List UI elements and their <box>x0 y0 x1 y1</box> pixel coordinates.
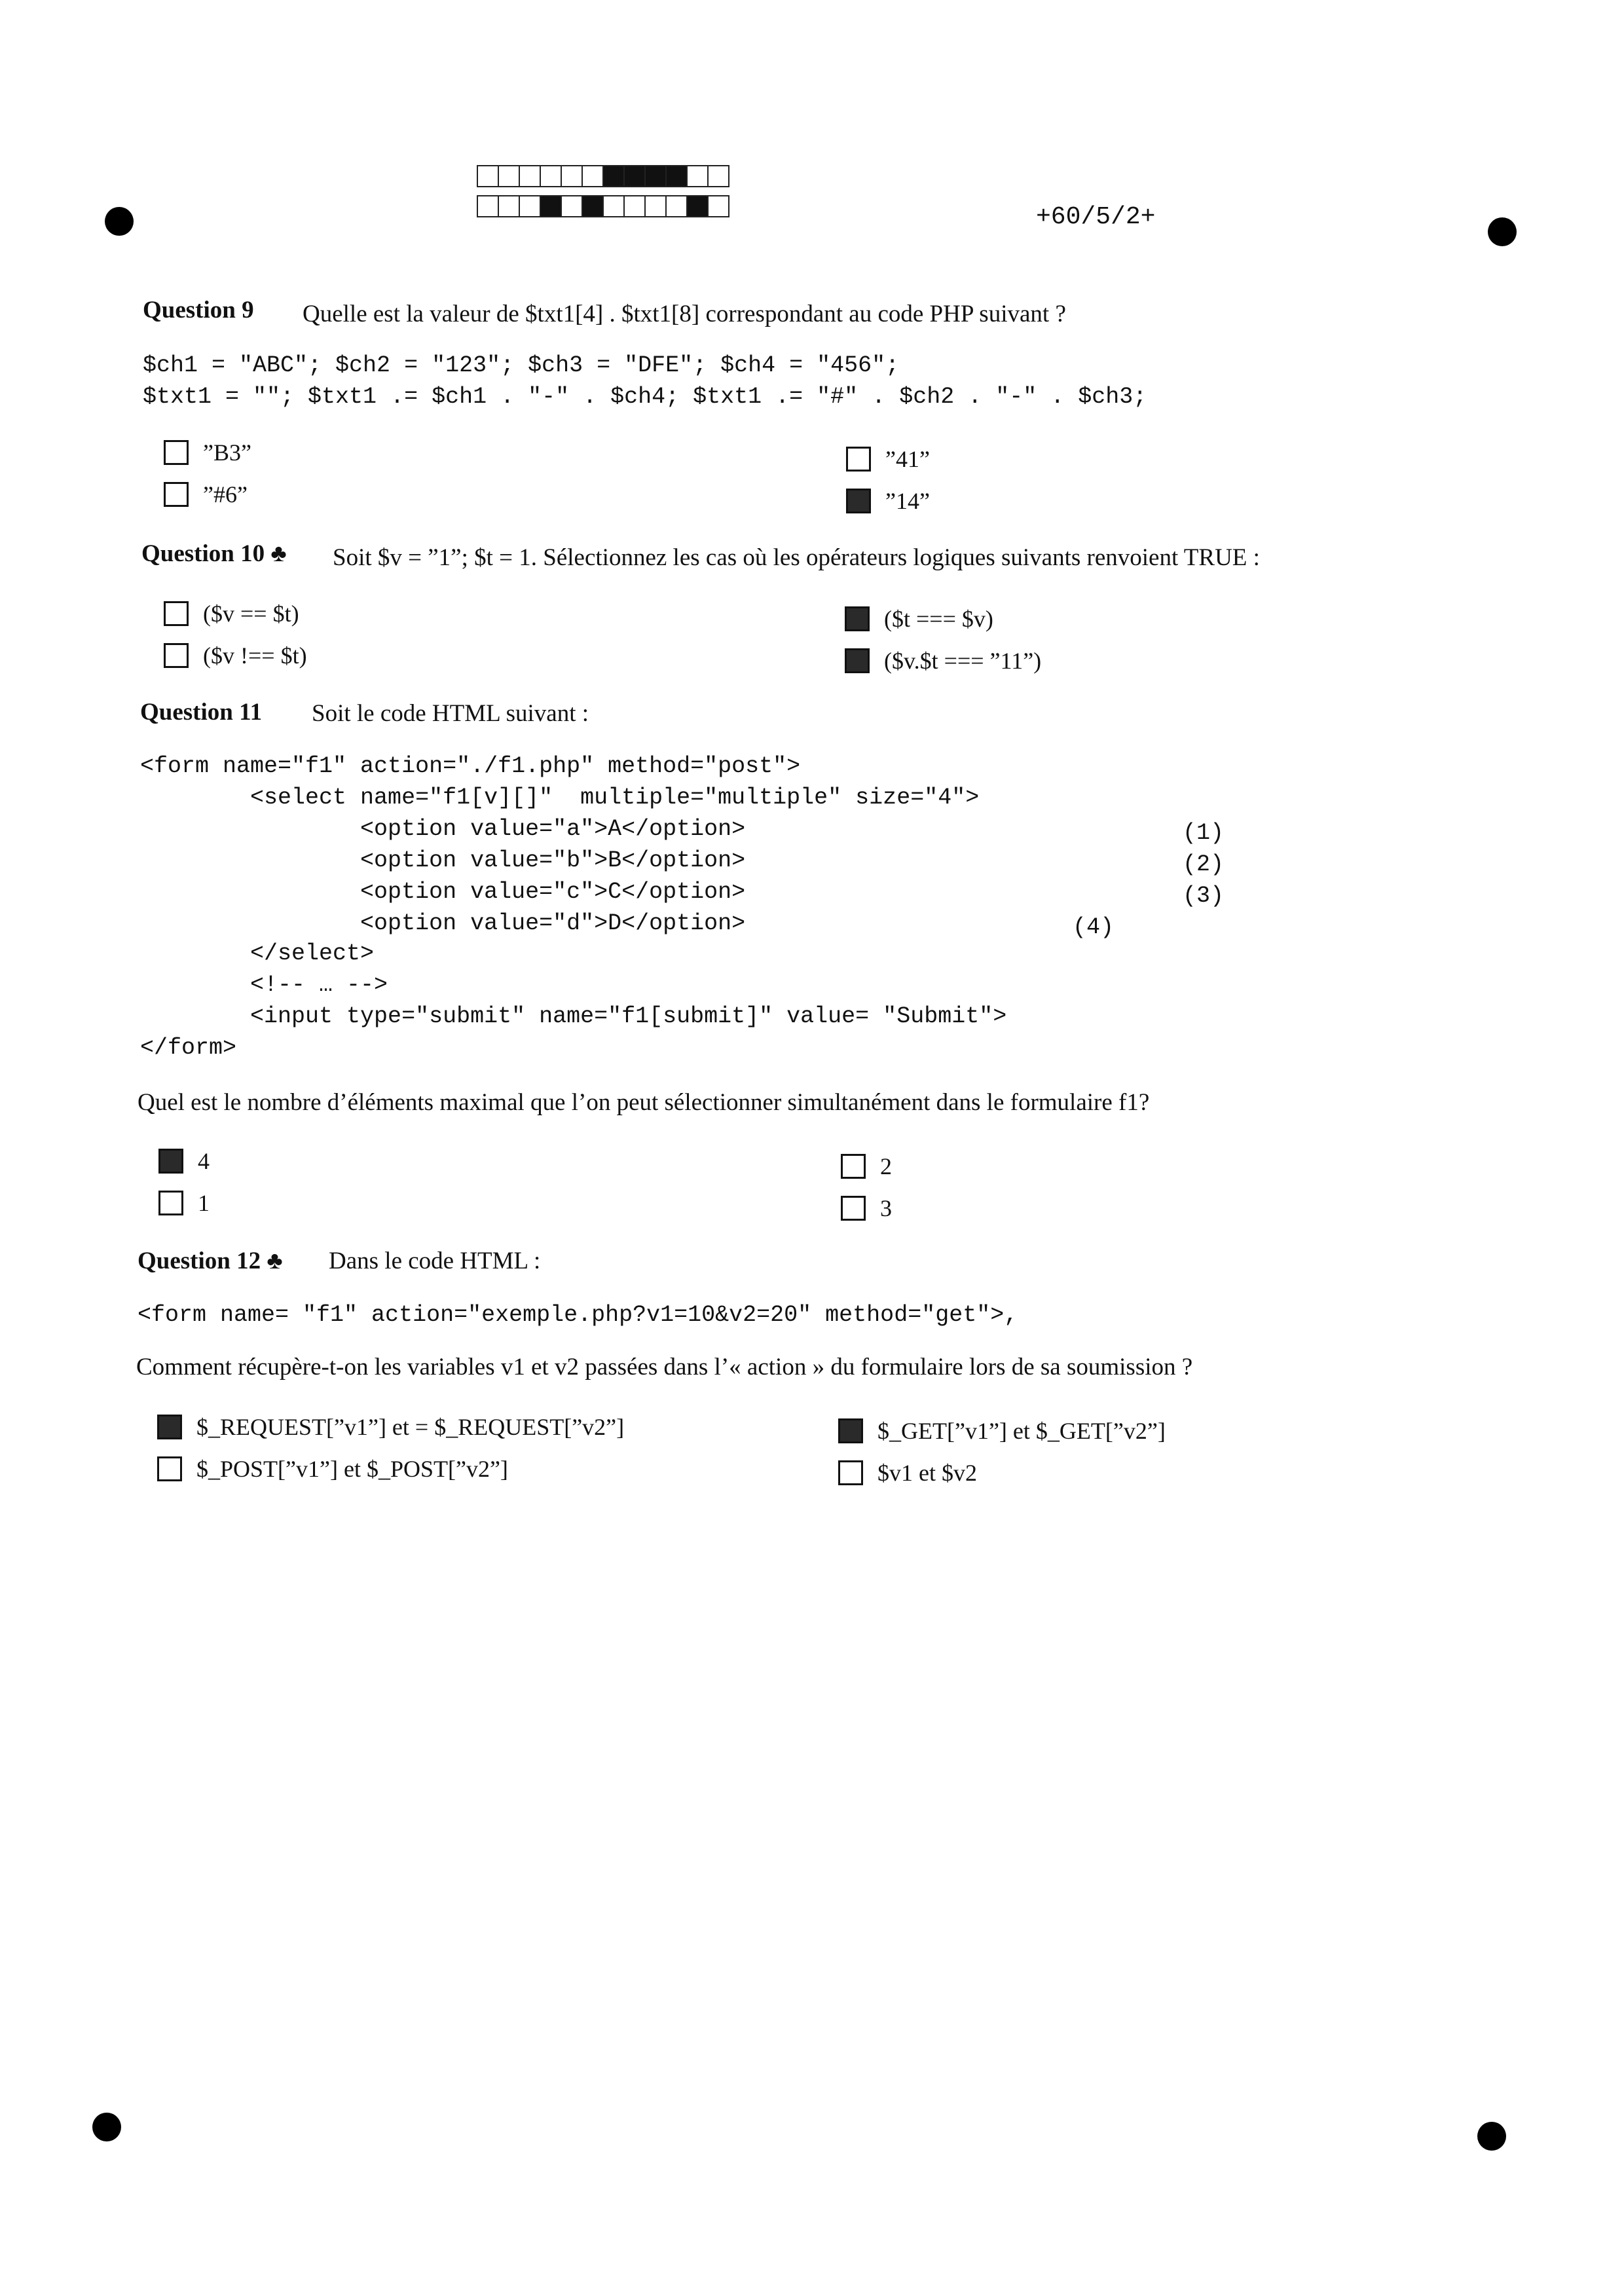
barcode-top-cell-5 <box>561 165 583 187</box>
q9-option-a[interactable] <box>164 439 251 466</box>
barcode-top-cell-6 <box>581 165 604 187</box>
barcode-top-cell-1 <box>477 165 499 187</box>
q11-marker-4: (4) <box>1073 914 1115 940</box>
q10-option-a[interactable] <box>164 600 299 627</box>
option-label: ($v == $t) <box>203 601 299 627</box>
option-label: ”41” <box>885 446 930 472</box>
checkbox[interactable] <box>164 643 189 668</box>
barcode-top-cell-12 <box>707 165 729 187</box>
q11-option-d[interactable] <box>841 1194 892 1222</box>
option-label: ”14” <box>885 488 930 514</box>
barcode-top-cell-11 <box>686 165 709 187</box>
q10-option-b[interactable] <box>164 642 307 669</box>
q9-option-b[interactable] <box>164 481 248 508</box>
barcode-top-cell-2 <box>498 165 520 187</box>
option-label: 4 <box>198 1148 210 1174</box>
barcode-bottom-cell-10 <box>665 195 688 217</box>
q9-text: Quelle est la valeur de $txt1[4] . $txt1[8] correspondant au code PHP suivant ? <box>303 301 1066 327</box>
checkbox[interactable] <box>158 1149 183 1174</box>
barcode-bottom-cell-2 <box>498 195 520 217</box>
checkbox[interactable] <box>845 606 870 631</box>
q11-code-line-3: <option value="a">A</option> <box>140 816 746 842</box>
q12-code: <form name= "f1" action="exemple.php?v1=10&v2=20" method="get">, <box>138 1302 1018 1328</box>
checkbox[interactable] <box>841 1154 866 1179</box>
q11-title: Question 11 <box>140 699 263 726</box>
q11-code-line-5: <option value="c">C</option> <box>140 879 746 905</box>
q9-option-d[interactable] <box>846 487 930 515</box>
sheet-id: +60/5/2+ <box>1036 203 1156 231</box>
q11-question: Quel est le nombre d’éléments maximal que l’on peut sélectionner simultanément dans le formulaire f1? <box>138 1089 1150 1116</box>
q10-option-d[interactable] <box>845 647 1041 675</box>
q9-code-line-2: $txt1 = ""; $txt1 .= $ch1 . "-" . $ch4; $txt1 .= "#" . $ch2 . "-" . $ch3; <box>143 384 1147 410</box>
q12-option-c[interactable] <box>838 1417 1166 1445</box>
q11-marker-1: (1) <box>1183 820 1225 846</box>
q11-code-line-7: </select> <box>140 940 375 967</box>
q9-title: Question 9 <box>143 297 254 324</box>
option-label: 3 <box>880 1195 892 1221</box>
barcode-bottom-cell-5 <box>561 195 583 217</box>
barcode-bottom-cell-7 <box>602 195 625 217</box>
barcode-bottom-cell-8 <box>623 195 646 217</box>
checkbox[interactable] <box>841 1196 866 1221</box>
option-label: ”B3” <box>203 439 251 466</box>
barcode-bottom-cell-9 <box>644 195 667 217</box>
barcode-top-cell-4 <box>540 165 562 187</box>
club-icon: ♣ <box>270 540 287 567</box>
barcode-bottom-cell-3 <box>519 195 541 217</box>
checkbox[interactable] <box>157 1415 182 1439</box>
checkbox[interactable] <box>164 440 189 465</box>
q11-code-line-4: <option value="b">B</option> <box>140 847 746 874</box>
q10-text: Soit $v = ”1”; $t = 1. Sélectionnez les cas où les opérateurs logiques suivants renvoient TRUE : <box>333 544 1260 571</box>
option-label: $_GET[”v1”] et $_GET[”v2”] <box>877 1418 1166 1444</box>
barcode-bottom-cell-1 <box>477 195 499 217</box>
q11-code-line-10: </form> <box>140 1035 237 1061</box>
barcode-bottom-cell-4 <box>540 195 562 217</box>
barcode-top-cell-3 <box>519 165 541 187</box>
barcode-bottom-cell-6 <box>581 195 604 217</box>
checkbox[interactable] <box>157 1456 182 1481</box>
q11-marker-2: (2) <box>1183 851 1225 878</box>
q11-option-b[interactable] <box>158 1189 210 1217</box>
q11-code-line-6: <option value="d">D</option> <box>140 910 746 936</box>
barcode-bottom-row <box>478 195 729 217</box>
checkbox[interactable] <box>838 1418 863 1443</box>
checkbox[interactable] <box>158 1191 183 1215</box>
barcode-top-row <box>478 165 729 187</box>
q9-code-line-1: $ch1 = "ABC"; $ch2 = "123"; $ch3 = "DFE"; $ch4 = "456"; <box>143 352 900 379</box>
q11-code-line-8: <!-- … --> <box>140 972 388 998</box>
club-icon: ♣ <box>267 1248 283 1274</box>
q11-marker-3: (3) <box>1183 883 1225 909</box>
option-label: ($v.$t === ”11”) <box>884 648 1042 674</box>
barcode-top-cell-9 <box>644 165 667 187</box>
q12-text: Dans le code HTML : <box>329 1248 541 1274</box>
q11-text: Soit le code HTML suivant : <box>312 700 589 727</box>
q12-option-a[interactable] <box>157 1413 624 1441</box>
checkbox[interactable] <box>846 447 871 472</box>
barcode-bottom-cell-11 <box>686 195 709 217</box>
checkbox[interactable] <box>846 489 871 513</box>
option-label: ”#6” <box>203 481 248 508</box>
q11-code-line-9: <input type="submit" name="f1[submit]" value= "Submit"> <box>140 1003 1007 1029</box>
checkbox[interactable] <box>164 601 189 626</box>
registration-mark-top-right <box>1488 217 1517 246</box>
registration-mark-top-left <box>105 207 134 236</box>
q12-title: Question 12 ♣ <box>138 1248 283 1274</box>
option-label: 2 <box>880 1153 892 1179</box>
checkbox[interactable] <box>838 1460 863 1485</box>
registration-mark-bottom-right <box>1477 2122 1506 2151</box>
option-label: $v1 et $v2 <box>877 1460 977 1486</box>
q11-option-a[interactable] <box>158 1147 210 1175</box>
registration-mark-bottom-left <box>92 2113 121 2141</box>
option-label: $_REQUEST[”v1”] et = $_REQUEST[”v2”] <box>196 1414 625 1440</box>
q11-code-line-2: <select name="f1[v][]" multiple="multiple" size="4"> <box>140 785 980 811</box>
q10-option-c[interactable] <box>845 605 993 633</box>
barcode-top-cell-10 <box>665 165 688 187</box>
checkbox[interactable] <box>845 648 870 673</box>
barcode-top-cell-7 <box>602 165 625 187</box>
barcode-bottom-cell-12 <box>707 195 729 217</box>
option-label: ($t === $v) <box>884 606 993 632</box>
q12-option-b[interactable] <box>157 1455 508 1483</box>
barcode-top-cell-8 <box>623 165 646 187</box>
q12-option-d[interactable] <box>838 1459 977 1487</box>
checkbox[interactable] <box>164 482 189 507</box>
q10-title: Question 10 ♣ <box>141 540 287 567</box>
q9-option-c[interactable] <box>846 445 930 473</box>
option-label: ($v !== $t) <box>203 642 307 669</box>
option-label: $_POST[”v1”] et $_POST[”v2”] <box>196 1456 508 1482</box>
option-label: 1 <box>198 1190 210 1216</box>
q11-code-line-1: <form name="f1" action="./f1.php" method="post"> <box>140 753 801 779</box>
q12-question: Comment récupère-t-on les variables v1 et v2 passées dans l’« action » du formulaire lors de sa soumission ? <box>136 1354 1193 1380</box>
q11-option-c[interactable] <box>841 1153 892 1180</box>
